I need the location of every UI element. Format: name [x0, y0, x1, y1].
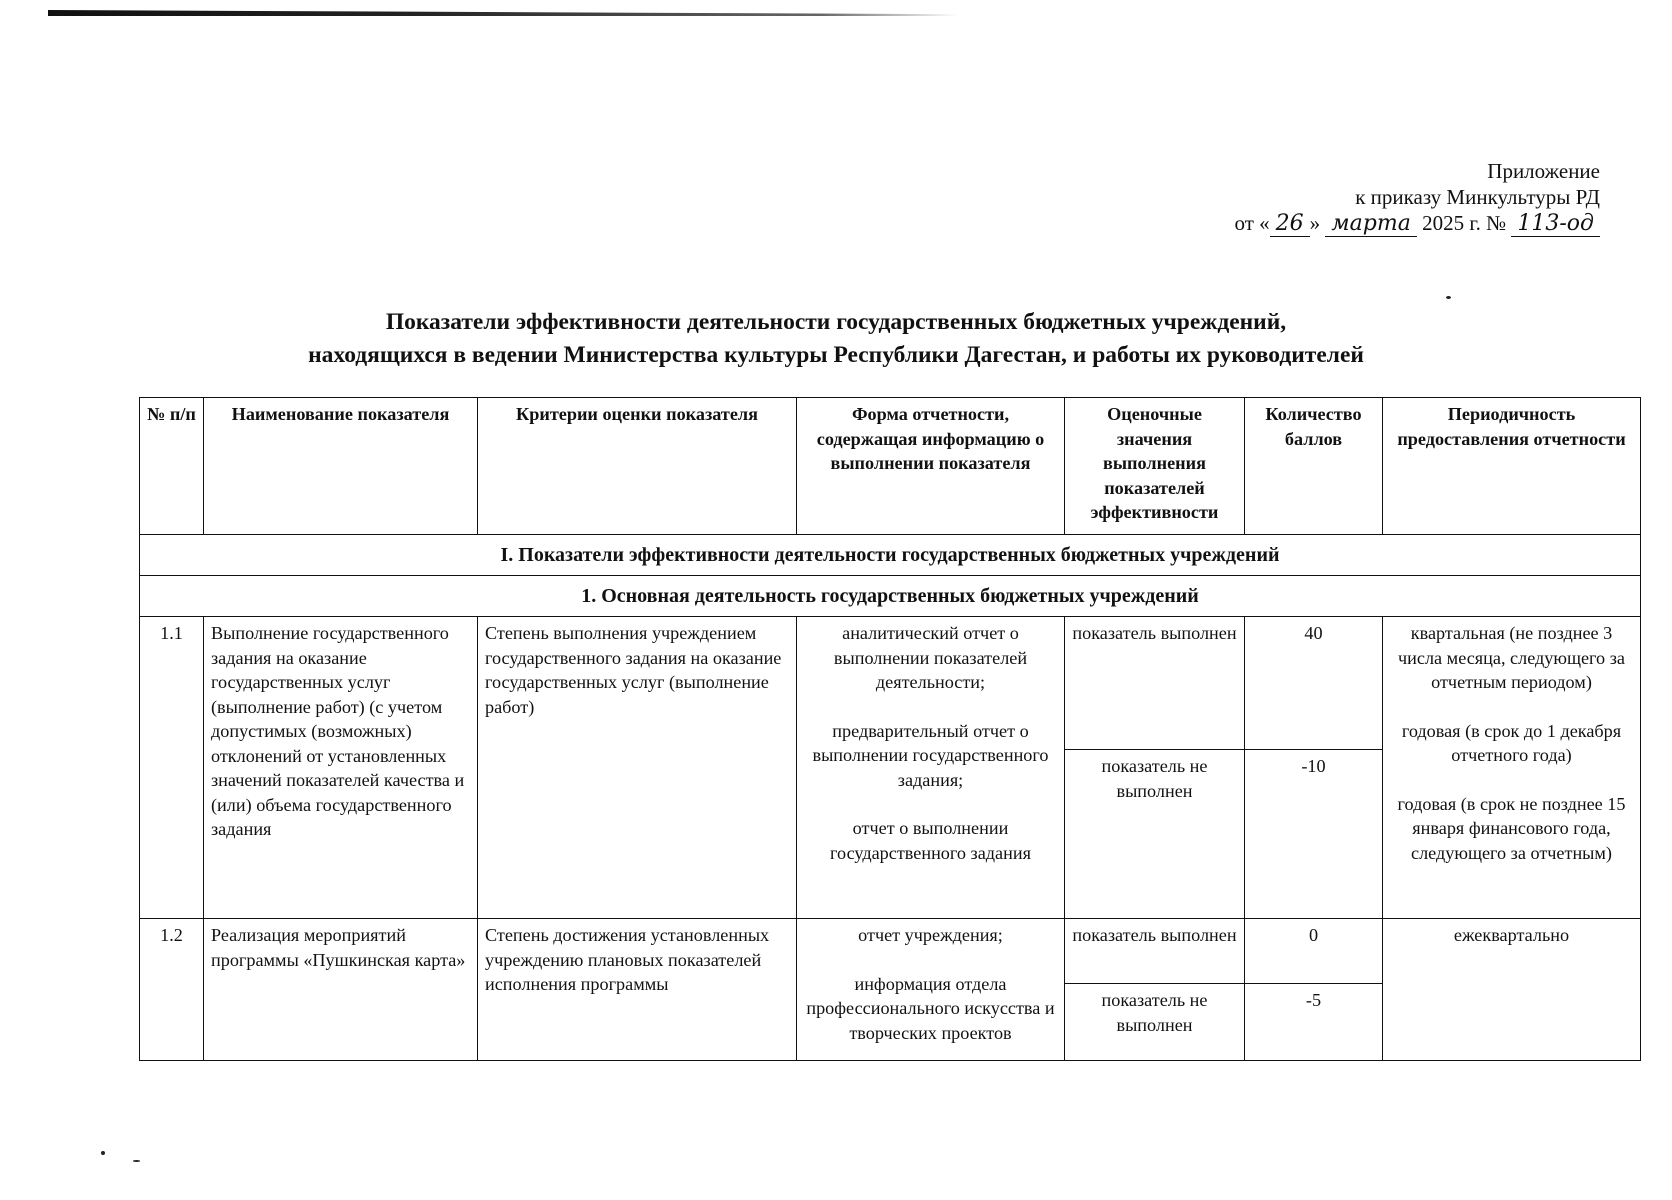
subsection-title: 1. Основная деятельность государственных бюджетных учреждений [140, 576, 1641, 617]
appendix-order-ref: к приказу Минкультуры РД [1355, 185, 1600, 209]
form-item: информация отдела профессионального искусства и творческих проектов [806, 973, 1055, 1043]
handwritten-day: 26 [1270, 211, 1310, 237]
header-name: Наименование показателя [204, 398, 478, 535]
row-name: Реализация мероприятий программы «Пушкинская карта» [204, 919, 478, 1061]
header-number: № п/п [140, 398, 204, 535]
handwritten-number: 113-од [1511, 211, 1600, 237]
period-item: годовая (в срок не позднее 15 января финансового года, следующего за отчетным) [1397, 793, 1626, 863]
title-line-2: находящихся в ведении Министерства культуры Республики Дагестан, и работы их руководителей [308, 342, 1364, 368]
section-row [140, 535, 1641, 576]
scan-speck [101, 1151, 105, 1155]
value-label: показатель не выполнен [1065, 984, 1245, 1061]
period-item: квартальная (не позднее 3 числа месяца, следующего за отчетным периодом) [1398, 623, 1625, 692]
row-forms [797, 617, 1065, 919]
row-periodicity [1383, 617, 1641, 919]
value-points: 0 [1245, 919, 1383, 984]
appendix-date-line [1235, 210, 1600, 237]
form-item: аналитический отчет о выполнении показателей деятельности; [833, 623, 1028, 692]
period-item: годовая (в срок до 1 декабря отчетного года) [1401, 720, 1622, 765]
table-row [140, 919, 1641, 984]
row-forms [797, 919, 1065, 1061]
form-item: отчет учреждения; [858, 925, 1003, 945]
date-mid: » [1309, 211, 1321, 235]
row-number: 1.2 [140, 919, 204, 1061]
subsection-row [140, 576, 1641, 617]
row-criteria: Степень выполнения учреждением государственного задания на оказание государственных услуг (выполнение работ) [478, 617, 797, 919]
row-number: 1.1 [140, 617, 204, 919]
appendix-title: Приложение [1487, 159, 1600, 183]
document-title [0, 306, 1672, 372]
title-line-1: Показатели эффективности деятельности государственных бюджетных учреждений, [385, 309, 1287, 335]
value-label: показатель выполнен [1065, 617, 1245, 750]
appendix-block [1235, 158, 1600, 237]
value-label: показатель не выполнен [1065, 750, 1245, 919]
table-header-row [140, 398, 1641, 535]
form-item: предварительный отчет о выполнении государственного задания; [812, 720, 1049, 790]
scan-speck [133, 1160, 140, 1162]
row-name: Выполнение государственного задания на оказание государственных услуг (выполнение работ) (с учетом допустимых (возможных) отклонений от установленных значений показателей качества и (или) объема государственного задания [204, 617, 478, 919]
section-title: I. Показатели эффективности деятельности государственных бюджетных учреждений [140, 535, 1641, 576]
handwritten-month: марта [1325, 211, 1416, 237]
table-row [140, 617, 1641, 750]
value-points: 40 [1245, 617, 1383, 750]
scan-artifact-line [48, 10, 958, 16]
row-criteria: Степень достижения установленных учреждению плановых показателей исполнения программы [478, 919, 797, 1061]
value-points: -5 [1245, 984, 1383, 1061]
value-points: -10 [1245, 750, 1383, 919]
date-year: 2025 г. № [1422, 211, 1507, 235]
header-periodicity: Периодичность предоставления отчетности [1383, 398, 1641, 535]
form-item: отчет о выполнении государственного задания [830, 818, 1031, 863]
header-points: Количество баллов [1245, 398, 1383, 535]
indicators-table [139, 397, 1641, 1061]
period-item: ежеквартально [1453, 925, 1570, 945]
header-report-form: Форма отчетности, содержащая информацию о выполнении показателя [797, 398, 1065, 535]
date-prefix: от « [1234, 211, 1270, 235]
value-label: показатель выполнен [1065, 919, 1245, 984]
header-values: Оценочные значения выполнения показателей эффективности [1065, 398, 1245, 535]
scan-speck [1446, 296, 1451, 299]
row-periodicity [1383, 919, 1641, 1061]
header-criteria: Критерии оценки показателя [478, 398, 797, 535]
